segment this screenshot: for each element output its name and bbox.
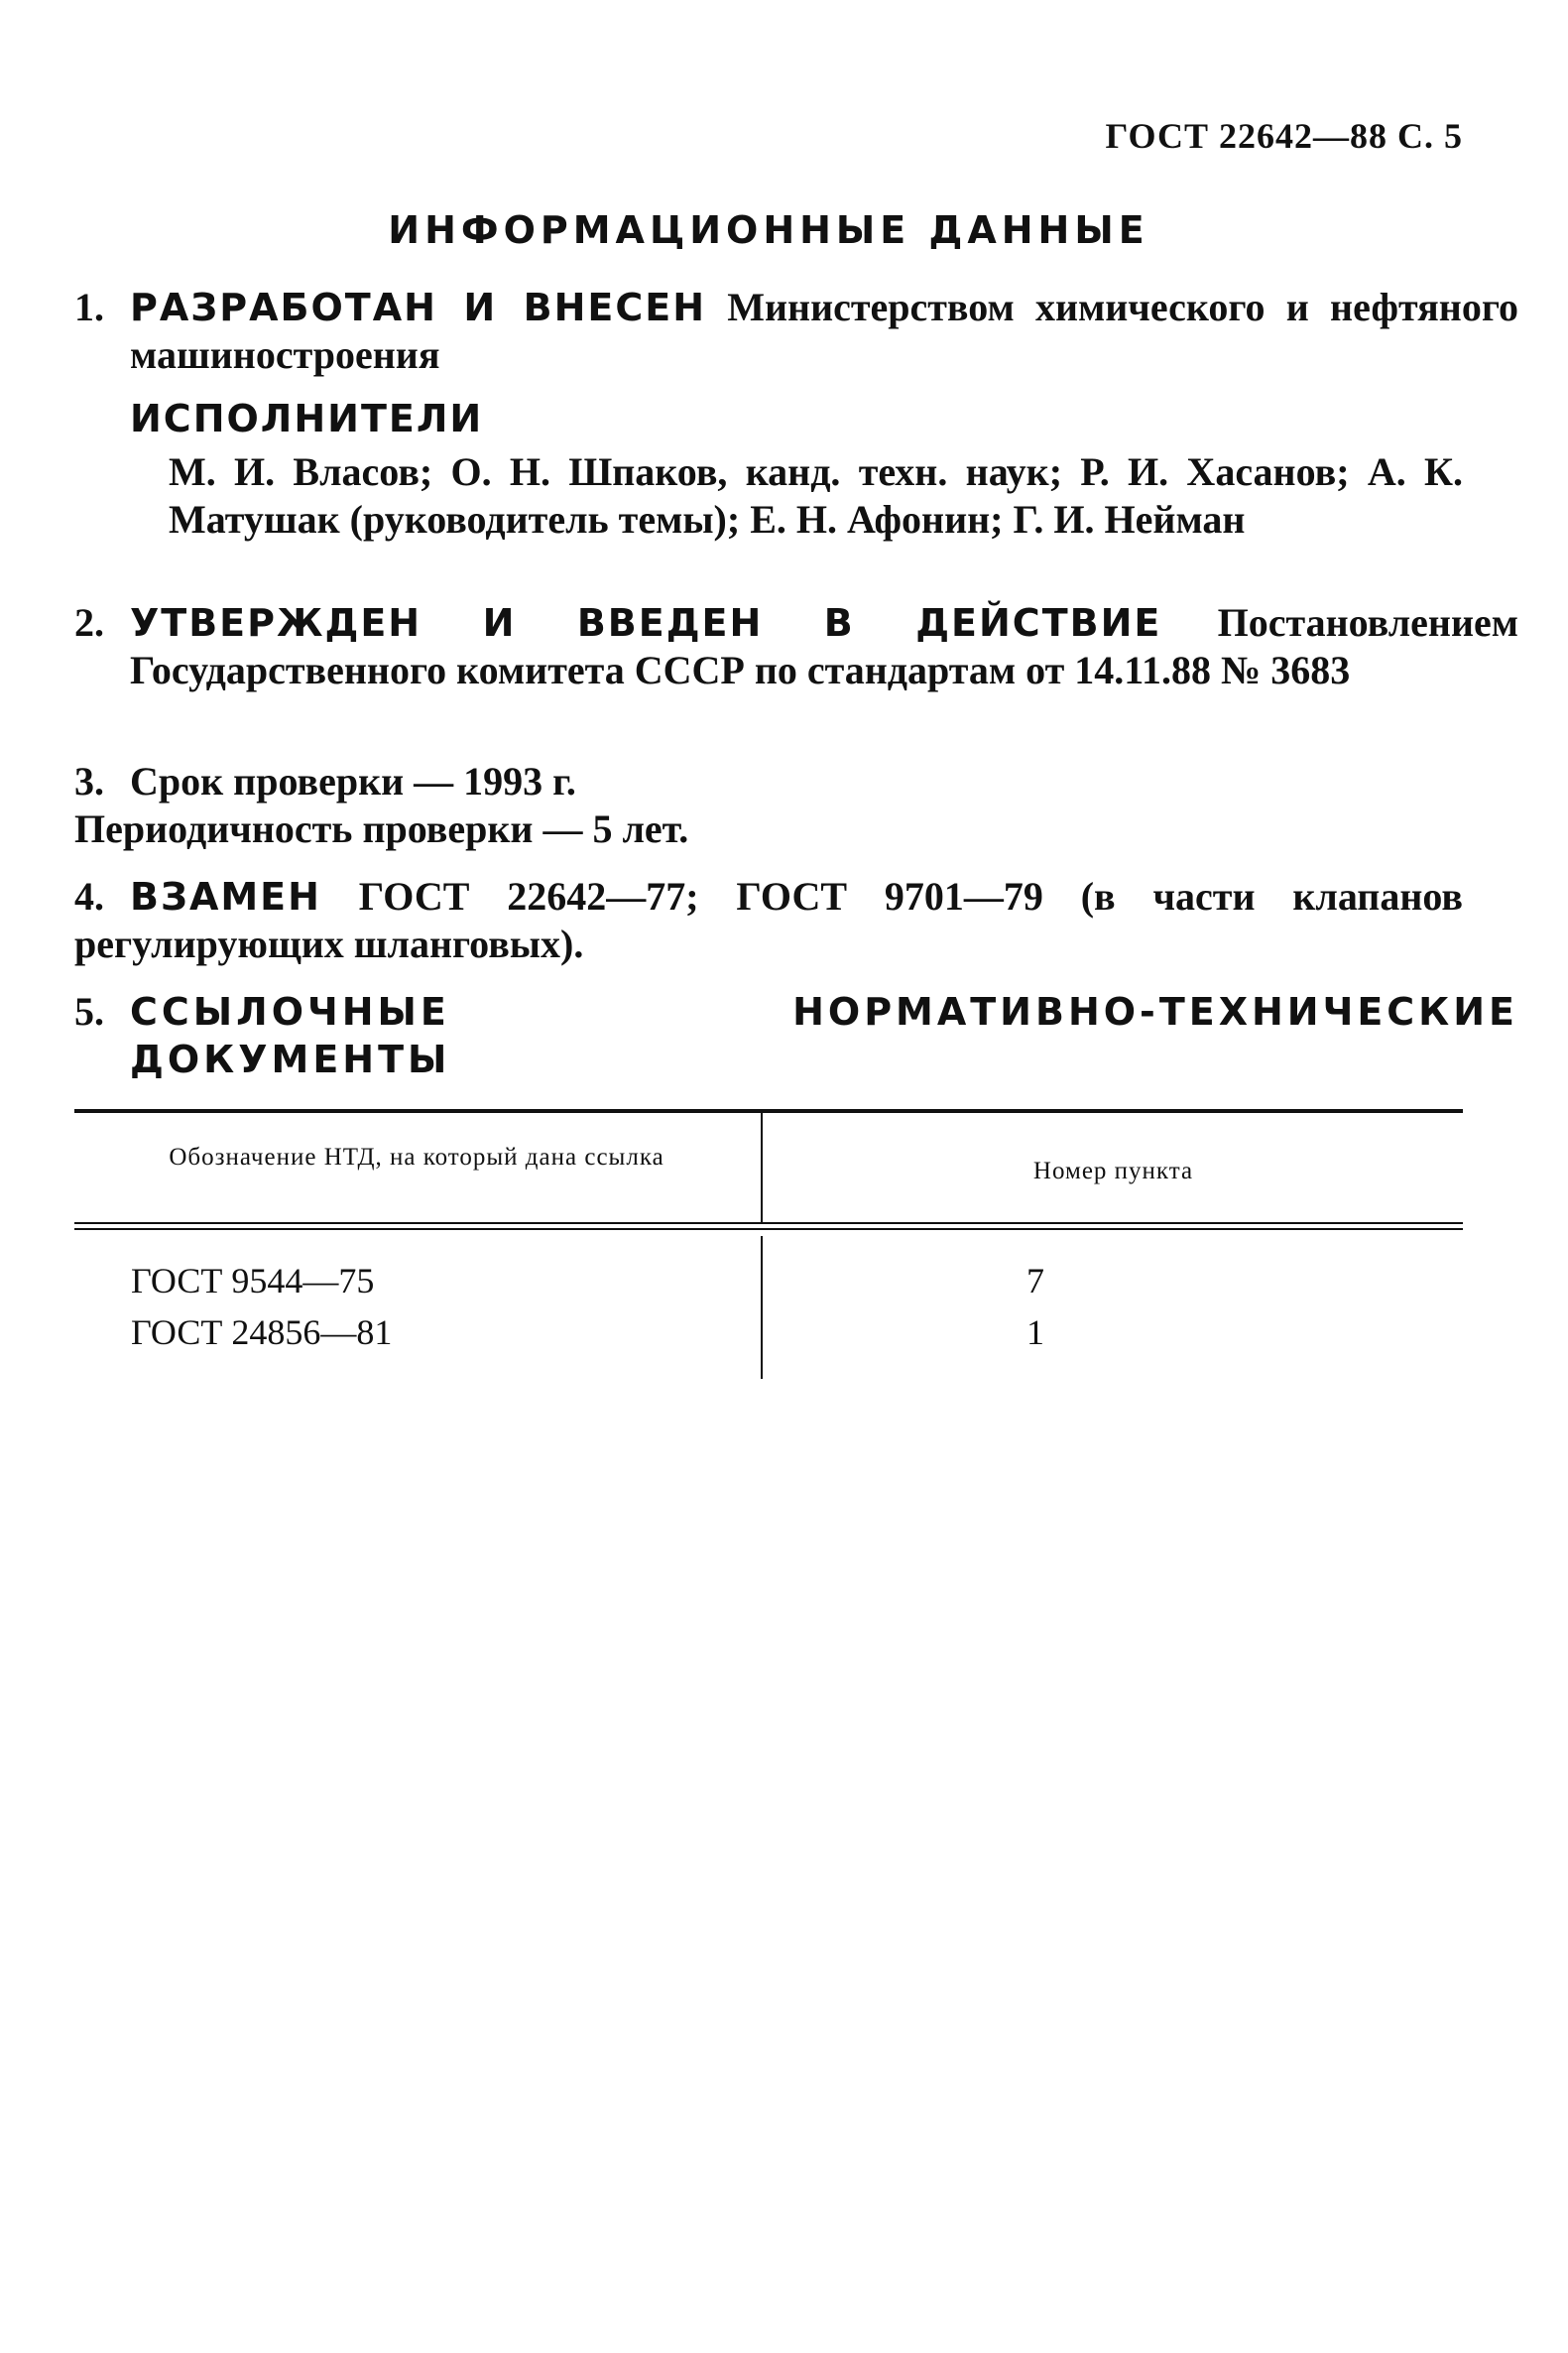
- table-header-rule: [74, 1222, 1463, 1224]
- section-4: [74, 873, 1463, 968]
- section-2-number: 2.: [74, 600, 104, 645]
- table-cell-clause: 1: [1026, 1312, 1044, 1352]
- table-header-clause-number: Номер пункта: [1032, 1158, 1194, 1184]
- section-1-text: Министерством химического и нефтяного машиностроения: [130, 285, 1518, 377]
- table-column-divider: [761, 1113, 763, 1222]
- reference-table: [74, 1109, 1463, 1379]
- section-4-number: 4.: [74, 874, 104, 919]
- section-3-review-period: Периодичность проверки — 5 лет.: [74, 806, 689, 851]
- executors-list: М. И. Власов; О. Н. Шпаков, канд. техн. наук; Р. И. Хасанов; А. К. Матушак (руководитель темы); Е. Н. Афонин; Г. И. Нейман: [169, 449, 1463, 542]
- section-3-number: 3.: [74, 759, 104, 804]
- page-header-reference: ГОСТ 22642—88 С. 5: [1105, 116, 1463, 156]
- table-header: [74, 1113, 1463, 1222]
- table-cell-clause: 7: [1026, 1261, 1044, 1300]
- section-1-heading: РАЗРАБОТАН И ВНЕСЕН: [130, 286, 706, 329]
- executors-heading: ИСПОЛНИТЕЛИ: [130, 397, 484, 440]
- table-cell-designation: ГОСТ 24856—81: [131, 1312, 393, 1352]
- section-1: [74, 284, 1518, 379]
- table-cell-designation: ГОСТ 9544—75: [131, 1261, 375, 1300]
- section-2-text: Постановлением Государственного комитета СССР по стандартам от 14.11.88 № 3683: [130, 600, 1518, 692]
- table-row: [74, 1311, 1463, 1363]
- document-title: ИНФОРМАЦИОННЫЕ ДАННЫЕ: [388, 208, 1149, 252]
- table-header-designation: Обозначение НТД, на который дана ссылка: [169, 1144, 664, 1171]
- section-3: [74, 758, 1463, 853]
- section-1-number: 1.: [74, 285, 104, 329]
- section-4-text: ГОСТ 22642—77; ГОСТ 9701—79 (в части клапанов регулирующих шланговых).: [74, 874, 1463, 966]
- section-4-heading: ВЗАМЕН: [130, 875, 321, 919]
- section-5-heading: ССЫЛОЧНЫЕ НОРМАТИВНО-ТЕХНИЧЕСКИЕ ДОКУМЕНТЫ: [130, 990, 1518, 1081]
- section-2: [74, 599, 1518, 694]
- section-5-number: 5.: [74, 989, 104, 1034]
- section-2-heading: УТВЕРЖДЕН И ВВЕДЕН В ДЕЙСТВИЕ: [130, 601, 1162, 645]
- section-5: [74, 988, 1518, 1083]
- section-3-review-term: Срок проверки — 1993 г.: [130, 759, 576, 804]
- table-row: [74, 1260, 1463, 1311]
- executors-block: [74, 395, 1463, 544]
- table-body: [74, 1230, 1463, 1379]
